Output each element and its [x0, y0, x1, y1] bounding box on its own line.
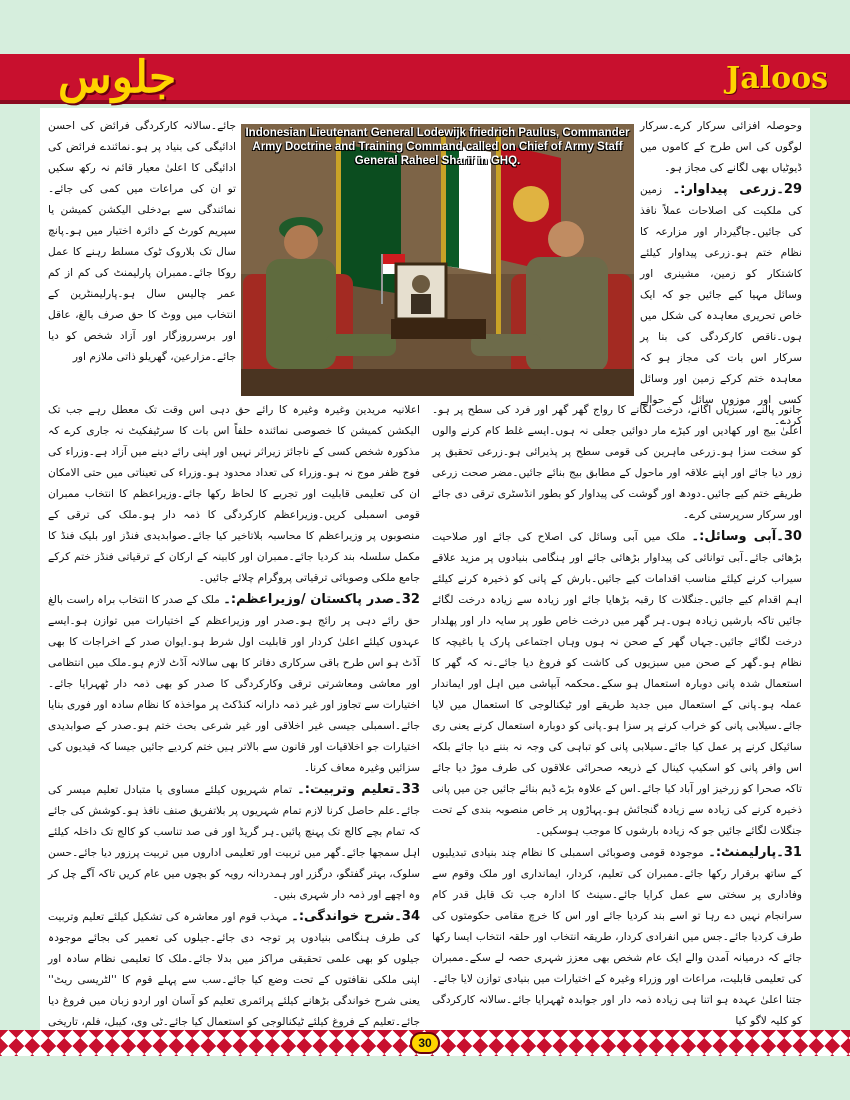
photo-caption: Indonesian Lieutenant General Lodewijk friedrich Paulus, Commander Army Doctrine and Training Command called on Chief of Army Staff General Raheel Sharif in GHQ. [245, 127, 630, 167]
article-page [40, 108, 810, 1030]
right-column-main [432, 400, 802, 1027]
section-29-heading: 29۔زرعی پیداوار:۔ [672, 182, 803, 197]
magazine-logo-english: Jaloos [726, 61, 828, 96]
magazine-header [0, 54, 850, 104]
right-column-intro: وحوصلہ افزائی سرکار کرے۔سرکار لوگوں کی اس طرح کے کاموں میں ڈیوٹیاں بھی لگانے کی مجاز ہو۔ [640, 120, 802, 174]
section-31-continued: اعلانیہ مریدین وغیرہ وغیرہ کا رائے حق دہی اس وقت تک معطل رہے جب تک الیکشن کمیشن کا خصوصی نمائندہ حلفاً اس بات کا سرٹیفکیٹ نہ جاری کرے کہ مذکورہ شخص کسی کے ناجائز زیراثر نہیں اور اپنی رائے دینے میں آزاد ہے۔وزراء کی فوج ظفر موج نہ ہو۔وزراء کی تعداد محدود ہو۔وزراء کی تعیناتی میں حتی الامکان ان کی تعلیمی قابلیت اور تجربے کا لحاظ رکھا جائے۔وزیراعظم کا انتخاب ممبران قومی اسمبلی کریں۔وزیراعظم کارکردگی کا ذمہ دار ہو۔ملک کی ترقی کے منصوبوں پر وزیراعظم کا محاسبہ بلاتاخیر کیا جائے۔صوابدیدی فنڈز اور بلیک فنڈ کا مکمل سلسلہ بند کردیا جائے۔ممبران اور کابینہ کے ارکان کے ترقیاتی فنڈز ختم کرکے جامع ملکی وصوبائی ترقیاتی پروگرام چلائے جائیں۔ [48, 404, 420, 584]
news-photo [241, 124, 634, 396]
page-number: 30 [410, 1032, 440, 1054]
section-30-body: ملک میں آبی وسائل کی اصلاح کی جائے اور صلاحیت بڑھائی جائے۔آبی توانائی کی پیداوار بڑھائی جائے اور ہنگامی بنیادوں پر مزید علاقے سیراب کرنے کیلئے مناسب اقدامات کیے جائیں۔بارش کے پانی کو ذخیرہ کرنے کیلئے اہم اقدام کیے جائیں۔جنگلات کا رقبہ بڑھایا جائے اور زیادہ سے زیادہ درخت لگائے جائیں تاکہ بارشیں زیادہ ہوں۔ہر گھر میں درخت خاص طور پر سایہ دار اور پھلدار درخت لگائے جائیں۔جہاں گھر کے صحن نہ ہوں وہاں اجتماعی پارک یا باغیچہ کا نظام ہو۔گھر کے صحن میں سبزیوں کی کاشت کو فروغ دیا جائے۔نہ کہ گھر کا استعمال شدہ پانی دوبارہ استعمال ہو سکے۔محکمہ آبپاشی میں اہل اور ایماندار عملہ ہو۔پانی کے استعمال میں جدید طریقے اور ٹیکنالوجی کا استعمال میں لایا جائے۔سیلابی پانی کو خراب کرنے پر سزا ہو۔پانی کو دوبارہ استعمال کرنے یعنی ری سائیکل کرنے پر عمل کیا جائے۔سیلابی پانی کو تباہی کی وجہ نہ بننے دیا جائے بلکہ اس وافر پانی کو اسکیپ کینال کے ذریعہ صحرائی علاقوں کی طرف موڑ دیا جائے تاکہ صحرا کو زرخیز اور آباد کیا جائے۔اس کے علاوہ بڑے ڈیم بنائے جائیں جن میں پانی ذخیرہ کرنے کی زیادہ سے زیادہ گنجائش ہو۔پہاڑوں پر خاص منصوبہ بندی کے تحت جنگلات لگائے جائیں جو کہ زیادہ بارشوں کا موجب ہوسکیں۔ [432, 531, 802, 837]
left-column-top [48, 116, 236, 398]
section-29-continued: جانور پالنے، سبزیاں اگانے، درخت لگانے کا رواج گھر گھر اور فرد کی سطح پر ہو۔اعلیٰ بیج اور کھادیں اور کیڑے مار دوائیں جعلی نہ ہوں۔ایسے غلط کام کرنے والوں کو سخت سزا ہو۔زرعی ماہرین کی قومی سطح پر پذیرائی ہو۔زرعی تحقیق پر زور دیا جائے اور اپنے علاقہ اور ماحول کے مطابق بیج بنائے جائیں۔مضر صحت زرعی طریقے ختم کیے جائیں۔دودھ اور گوشت کی پیداوار کو بطور انڈسٹری ترقی دی جائے اور سرکار سرپرستی کرے۔ [432, 404, 802, 521]
section-32-body: ملک کے صدر کا انتخاب براہ راست بالغ حق رائے دہی پر رائج ہو۔صدر اور وزیراعظم کے اختیارات میں توازن ہو۔ایسے عہدوں کیلئے اعلیٰ کردار اور قابلیت اول شرط ہو۔ایوان صدر کے اخراجات کا بھی آڈٹ ہو اس طرح باقی سرکاری دفاتر کا بھی سالانہ آڈٹ لازم ہو۔ملک میں انتظامی اور معاشی ومعاشرتی ترقی وکارکردگی کا صدر کو بھی ذمہ دار ٹھہرایا جائے۔اختیارات سے تجاوز اور غیر ذمہ دارانہ کنڈکٹ پر مواخذہ کا نظام سادہ اور فوری بنایا جائے۔اسمبلی جیسی غیر اخلاقی اور غیر شرعی بحث ختم ہو۔صدر کے صوابدیدی اختیارات جو اخلاقیات اور قانون سے بالاتر ہیں ختم کردیے جائیں جیسا کہ قیدیوں کی سزائیں وغیرہ معاف کرنا۔ [48, 594, 420, 774]
section-33-body: تمام شہریوں کیلئے مساوی یا متبادل تعلیم میسر کی جائے۔علم حاصل کرنا لازم تمام شہریوں پر بلاتفریق صنف نافذ ہو۔کوشش کی جائے کہ تمام بچے کالج تک پہنچ پائیں۔ہر گریڈ اور فی صد تناسب کو کالج تک داخلہ کیلئے اہل سمجھا جائے۔گھر میں تربیت اور تعلیمی اداروں میں تربیت پرزور دیا جائے۔حسن سلوک، بہتر گفتگو، درگزر اور ہمدردانہ رویہ کو بچوں میں عام کریں تاکہ آگے چل کر وہ اچھے اور ذمہ دار شہری بنیں۔ [48, 784, 420, 901]
section-31-body: موجودہ قومی وصوبائی اسمبلی کا نظام چند بنیادی تبدیلیوں کے ساتھ برقرار رکھا جائے۔ممبران کی تعلیم، کردار، ایمانداری اور ملک وقوم سے وفاداری پر سختی سے عمل کرایا جائے۔سینٹ کا ادارہ جب تک قابل قدر کام سرانجام نہیں دے رہا تو اسے بند کردیا جائے اور اس کا خرچ مقامی حکومتوں کی طرف کردیا جائے۔جس میں انفرادی کردار، طریقہ انتخاب اور حلقہ انتخاب ایسا رکھا جائے کہ درمیانہ آمدن والے ایک عام شخص بھی معزز شہری حصہ لے سکے۔ممبران کی تعلیمی قابلیت، مراعات اور وزراء وغیرہ کے اختیارات میں بنیادی توازن لایا جائے۔جتنا اعلیٰ عہدہ ہو اتنا ہی زیادہ ذمہ دار اور جوابدہ ٹھہرایا جائے۔سالانہ کارکردگی کو کلیہ لاگو کیا [432, 847, 802, 1027]
section-31-heading: 31۔پارلیمنٹ:۔ [708, 845, 802, 860]
right-column-top [640, 116, 803, 427]
section-29-body: زمین کی ملکیت کی اصلاحات عملاً نافذ کی جائیں۔جاگیردار اور مزارعہ کا نظام ختم ہو۔زرعی پیداوار کیلئے کاشتکار کو زمین، مشینری اور وسائل مہیا کیے جائیں جو کہ ایک خاص تحریری معاہدہ کی شکل میں ہوں۔ناقص کارکردگی کی بنا پر سرکار اس بات کی مجاز ہو کہ معاہدہ ختم کرکے زمین اور وسائل کسی اور موزوں سائل کے حوالے کردے۔ [640, 184, 802, 427]
section-34-body: مہذب قوم اور معاشرہ کی تشکیل کیلئے تعلیم وتربیت کی طرف ہنگامی بنیادوں پر توجہ دی جائے۔جیلوں کی تعمیر کی بجائے موجودہ جیلوں کو بھی علمی تحقیقی مراکز میں بدلا جائے۔ملک کا تعلیمی نظام سادہ اور اپنی ملکی نقافتوں کے تحت وضع کیا جائے۔سب سے پہلے قوم کا ''لٹریسی ریٹ'' یعنی شرح خواندگی بڑھانے کیلئے پرائمری تعلیم کو آسان اور اردو زبان میں فروغ دیا جائے۔تعلیم کے فروغ کیلئے ٹیکنالوجی کو استعمال کیا جائے۔ٹی وی، کیبل، فلم، تاریخی [48, 911, 420, 1028]
section-32-heading: 32۔صدر پاکستان /وزیراعظم:۔ [223, 592, 420, 607]
left-column-main [48, 400, 420, 1028]
left-column-text: جائے۔سالانہ کارکردگی فرائض کی احسن ادائیگی کی بنیاد پر ہو۔نمائندے فرائض کی ادائیگی کا اعلیٰ معیار قائم نہ رکھ سکیں تو ان کی مراعات میں کمی کی جائے۔نمائندگی سے بےدخلی الیکشن کمیشن یا سپریم کورٹ کے دائرہ اختیار میں ہو۔پانچ سال تک بلاروک ٹوک مسلط رہنے کا عمل روکا جائے۔ممبران پارلیمنٹ کی کم از کم عمر چالیس سال ہو۔پارلیمنٹرین کے انتخاب میں ووٹ کا حق صرف بالغ، عاقل اور برسرروزگار اور آزاد شخص کو دیا جائے۔مزارعین، گھریلو ذاتی ملازم اور [48, 120, 236, 363]
footer-checker-band-lower [0, 1056, 850, 1100]
section-33-heading: 33۔تعلیم وتربیت:۔ [297, 782, 420, 797]
section-34-heading: 34۔شرح خواندگی:۔ [291, 909, 420, 924]
section-30-heading: 30۔آبی وسائل:۔ [691, 529, 802, 544]
top-band [0, 0, 850, 52]
magazine-logo-urdu: جلوس [58, 52, 177, 103]
